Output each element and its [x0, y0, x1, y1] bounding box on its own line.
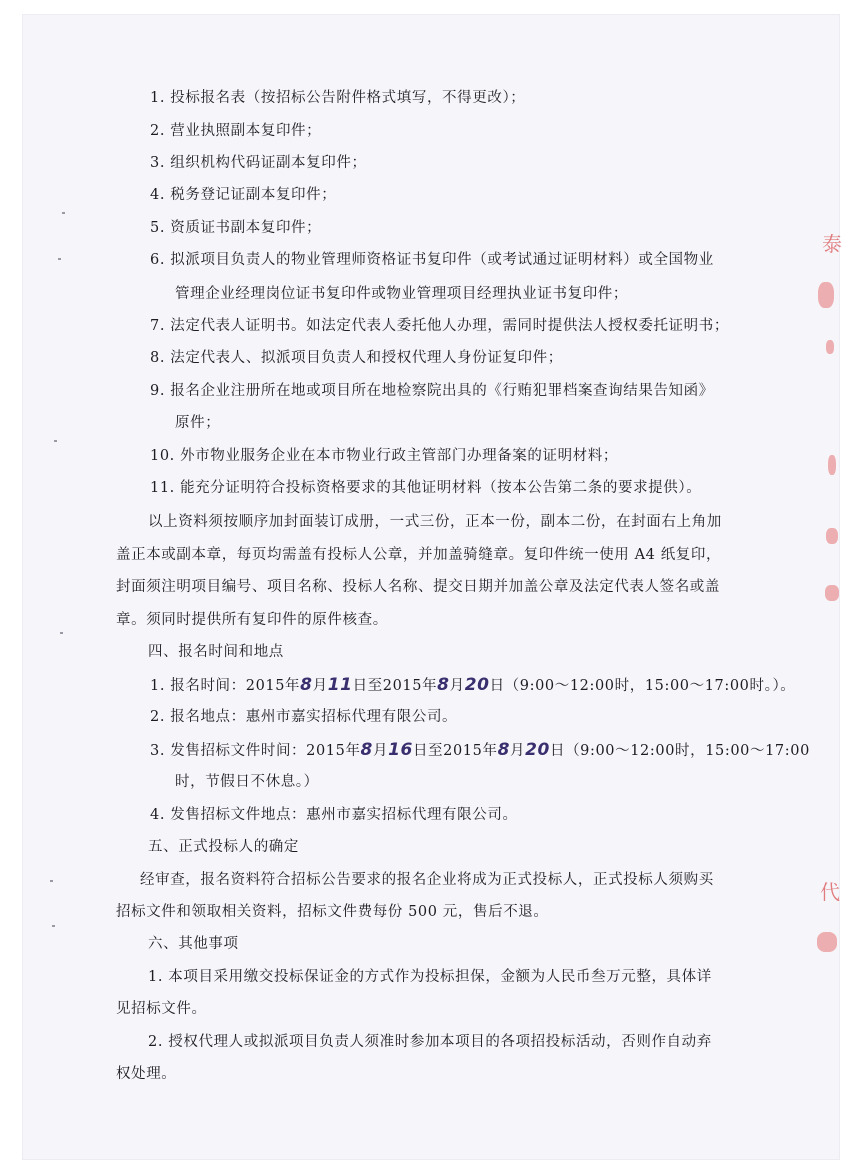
stamp-mark: [826, 528, 838, 544]
section-6-item-2-line-2: 权处理。: [116, 1066, 177, 1082]
list-item-5: 5. 资质证书副本复印件；: [150, 220, 322, 236]
list-item-9-line-1: 9. 报名企业注册所在地或项目所在地检察院出具的《行贿犯罪档案查询结果告知函》: [150, 383, 714, 399]
stamp-character: 代: [820, 880, 840, 904]
list-item-4: 4. 税务登记证副本复印件；: [150, 187, 337, 203]
document-sale-place: 4. 发售招标文件地点：惠州市嘉实招标代理有限公司。: [150, 807, 518, 823]
section-5-heading: 五、正式投标人的确定: [148, 839, 299, 855]
stamp-mark: [826, 340, 834, 354]
scan-speck: [52, 925, 55, 927]
scan-speck: [54, 440, 57, 442]
section-5-paragraph-line-1: 经审查，报名资料符合招标公告要求的报名企业将成为正式投标人，正式投标人须购买: [140, 872, 714, 888]
stamp-character: 泰: [822, 232, 842, 256]
scan-speck: [62, 212, 65, 214]
list-item-7: 7. 法定代表人证明书。如法定代表人委托他人办理，需同时提供法人授权委托证明书；: [150, 318, 729, 334]
list-item-6-line-2: 管理企业经理岗位证书复印件或物业管理项目经理执业证书复印件；: [175, 286, 628, 302]
binding-paragraph-line-1: 以上资料须按顺序加封面装订成册，一式三份，正本一份，副本二份，在封面右上角加: [148, 514, 722, 530]
binding-paragraph-line-3: 封面须注明项目编号、项目名称、投标人名称、提交日期并加盖公章及法定代表人签名或盖: [116, 579, 720, 595]
section-6-item-1-line-2: 见招标文件。: [116, 1001, 207, 1017]
document-sale-time: 3. 发售招标文件时间：2015年8月16日至2015年8月20日（9:00～12:00时，15:00～17:00: [150, 740, 810, 760]
list-item-1: 1. 投标报名表（按招标公告附件格式填写，不得更改）；: [150, 90, 526, 106]
binding-paragraph-line-4: 章。须同时提供所有复印件的原件核查。: [116, 612, 388, 628]
scan-speck: [58, 258, 61, 260]
stamp-mark: [825, 585, 839, 601]
section-6-item-1-line-1: 1. 本项目采用缴交投标保证金的方式作为投标担保，金额为人民币叁万元整，具体详: [148, 969, 712, 985]
stamp-mark: [818, 282, 834, 308]
document-sale-time-line-2: 时，节假日不休息。）: [175, 774, 319, 790]
scan-speck: [50, 880, 53, 882]
list-item-10: 10. 外市物业服务企业在本市物业行政主管部门办理备案的证明材料；: [150, 448, 618, 464]
list-item-6-line-1: 6. 拟派项目负责人的物业管理师资格证书复印件（或考试通过证明材料）或全国物业: [150, 252, 714, 268]
list-item-11: 11. 能充分证明符合投标资格要求的其他证明材料（按本公告第二条的要求提供）。: [150, 480, 702, 496]
list-item-8: 8. 法定代表人、拟派项目负责人和授权代理人身份证复印件；: [150, 350, 563, 366]
binding-paragraph-line-2: 盖正本或副本章，每页均需盖有投标人公章，并加盖骑缝章。复印件统一使用 A4 纸复印，: [116, 547, 722, 563]
section-6-heading: 六、其他事项: [148, 936, 239, 952]
scan-speck: [60, 632, 63, 634]
stamp-mark: [817, 932, 837, 952]
section-5-paragraph-line-2: 招标文件和领取相关资料，招标文件费每份 500 元，售后不退。: [116, 904, 549, 920]
stamp-mark: [828, 455, 836, 475]
section-6-item-2-line-1: 2. 授权代理人或拟派项目负责人须准时参加本项目的各项招投标活动，否则作自动弃: [148, 1034, 712, 1050]
registration-place: 2. 报名地点：惠州市嘉实招标代理有限公司。: [150, 709, 458, 725]
list-item-2: 2. 营业执照副本复印件；: [150, 123, 322, 139]
registration-time: 1. 报名时间：2015年8月11日至2015年8月20日（9:00～12:00时，15:00～17:00时。）。: [150, 675, 796, 695]
section-4-heading: 四、报名时间和地点: [148, 644, 284, 660]
list-item-3: 3. 组织机构代码证副本复印件；: [150, 155, 367, 171]
list-item-9-line-2: 原件；: [175, 415, 221, 431]
